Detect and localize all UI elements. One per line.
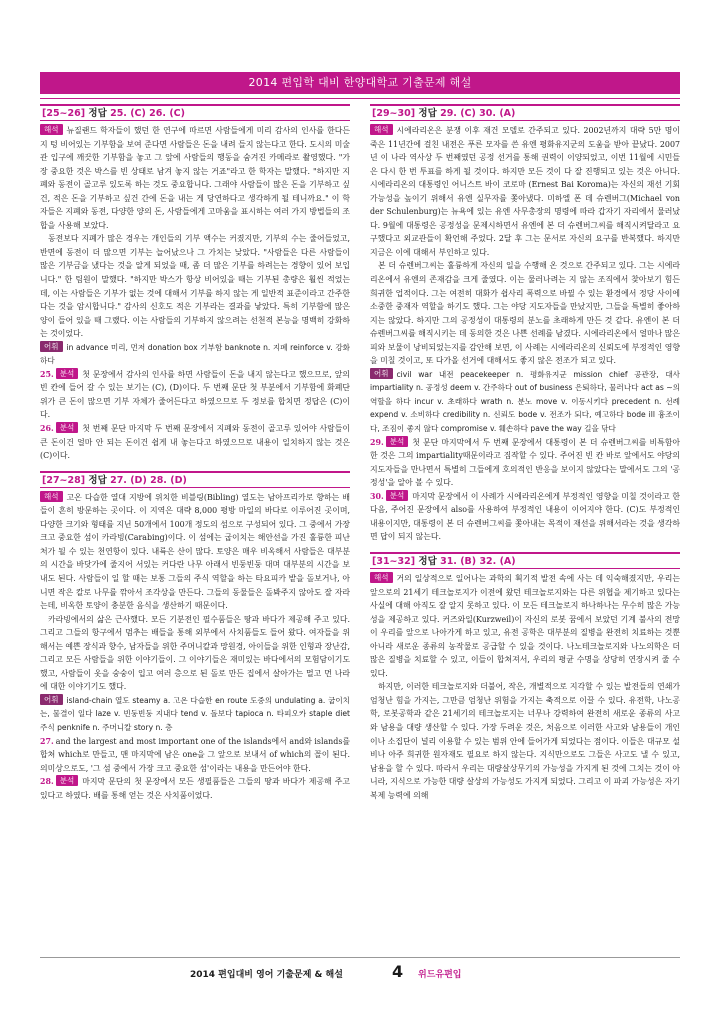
translation-tag: 해석 [370,124,393,135]
explanation-tag: 분석 [386,436,409,447]
explanation-29 [370,436,680,490]
section-heading-25-26 [40,104,350,121]
explanation-30 [370,490,680,544]
header-title: 2014 편입학 대비 한양대학교 기출문제 해설 [248,76,472,89]
vocabulary-paragraph [40,694,350,735]
publisher-name: 위드유편입 [418,970,462,980]
explanation-26 [40,422,350,463]
question-number: 29. [370,437,384,447]
vocabulary-tag: 어휘 [40,694,63,705]
translation-text: 고온 다습한 열대 지방에 위치한 비블링(Bibling) 열도는 남아프리카로 향하는 배들이 흔히 방문하는 곳이다. 이 지역은 대략 8,000 평방 마일의 바다로 이루어진 곳이며, 다양한 크기와 형태를 지닌 50개에서 100개 정도의 섬으로 구성되어 있다. 그 중에서 가장 크고 중요한 섬이 카라빙(Carabing)이다. 이 섬에는 굽이치는 해안선을 가진 훌륭한 피난처가 될 수 있는 천연항이 있다. 내륙은 산이 많다. 토양은 매우 비옥해서 사람들은 대부분의 시간을 바닷가에 줄지어 서있는 커다란 나무 아래서 빈둥빈둥 대며 대부분의 시간을 보내도 된다. 사람들이 일 할 때는 보통 그들의 주식 역할을 하는 타요피카 밭을 돌보거나, 아니면 작은 칼로 나무를 깎아서 조각상을 만든다. 그들의 동물들은 돌봐주지 않아도 잘 자라는데, 비옥한 토양이 충분한 음식을 생산하기 때문이다. [40,492,350,611]
explanation-28 [40,775,350,802]
page-number: 4 [392,962,404,981]
footer-divider [40,957,680,958]
translation-paragraph [40,124,350,232]
header-divider [40,98,680,99]
vocabulary-paragraph [40,341,350,368]
translation-tag: 해석 [40,491,63,502]
explanation-text: 마지막 문단의 첫 문장에서 모든 생필품들은 그들의 땅과 바다가 제공해 주고 있다고 하였다. 배를 통해 얻는 것은 사치품이었다. [40,777,350,800]
translation-paragraph-2: 카라빙에서의 삶은 근사했다. 모든 기분전인 필수품들은 땅과 바다가 제공해 주고 있다. 그리고 그들의 항구에서 멈추는 배들을 통해 외부에서 사치품들도 들어 왔다. 여자들을 위해서는 예쁜 장식과 향수, 남자들을 위한 주머니칼과 망원경, 아이들을 위한 인형과 장난감, 그리고 모든 사람들을 위한 이야기들이. 그 이야기들은 재미있는 바다에서의 모험담이기도 했고, 사람들이 옷을 숭숭이 입고 여러 층으로 된 돌로 만든 집에서 살아가는 멀고 먼 나라에 대한 이야기기도 했다. [40,614,350,692]
answer-text: 27. (D) 28. (D) [110,474,187,486]
explanation-tag: 분석 [56,368,79,379]
vocabulary-tag: 어휘 [40,341,63,352]
translation-paragraph-2: 하지만, 이러한 테크놀로지와 더불어, 작은, 개별적으로 지각할 수 있는 발전들의 연쇄가 엄청난 힘을 가지는, 그만큼 엄청난 위험을 가지는 축적으로 이끌 수 있다. 유전학, 나노공학, 로봇공학과 같은 21세기의 테크놀로지는 너무나 강력하여 완전히 새로운 종류의 사고와 남용을 대량 생산할 수 있다. 가장 두려운 것은, 처음으로 이러한 사고와 남용들이 개인이나 소집단이 널리 이용할 수 있는 범위 안에 들어가게 되었다는 점이다. 이들은 대규모 설비나 아주 희귀한 원자재도 필요로 하지 않는다. 지식만으로도 그들은 사고도 낼 수 있고, 남용을 할 수 있다. 따라서 우리는 대량살상무기의 가능성을 가지게 된 것에 그치는 것이 아니라, 지식으로 가능한 대량 살상의 가능성도 가지게 되었다. 그리고 이 파괴 가능성은 자기 복제 능력에 의해 [370,682,680,800]
translation-paragraph [370,572,680,680]
question-number: 27. [40,736,54,746]
translation-paragraph-2: 동전보다 지폐가 많은 경우는 개인들의 기부 액수는 커졌지만, 기부의 수는 줄어들었고, 반면에 동전이 더 많으면 기부는 늘어났으나 그 가치는 낮았다. "사람들은 다른 사람들이 많은 기부금을 냈다는 것을 알게 되었을 때, 좀 더 많은 기부를 하려는는 경향이 있어 보입니다." 한 팀원이 말했다. "하지만 박스가 항상 비어있을 때는 기부된 총량은 훨씬 적었는데, 이는 사람들은 기부가 없는 것에 대해서 기부를 하지 않는 게 일반적 표준이라고 간주한다는 것을 암시합니다." 감사의 신호도 적은 기부라는 결과를 낳았다. 특히 기부함에 많은 양이 들어 있을 때 그랬다. 이는 사람들의 기부하지 않으려는 선천적 본능을 명백히 강화하는 것이었다. [40,234,350,339]
section-heading-31-32 [370,552,680,569]
translation-paragraph [40,491,350,613]
section-heading-27-28 [40,471,350,488]
answer-text: 29. (C) 30. (A) [440,108,516,119]
explanation-27 [40,735,350,776]
section-heading-29-30 [370,104,680,121]
vocabulary-paragraph [370,368,680,436]
explanation-25 [40,368,350,422]
section-number: [27~28] [42,474,86,486]
explanation-text: 첫 문단 마지막에서 두 번째 문장에서 대통령이 본 더 슈렌버그씨를 비특함아 한 것은 그의 impartiality때문이라고 짐작할 수 있다. 주어진 빈 칸 바로 앞에서도 야당의 지도자들을 만나면서 특별히 그들에게 호의적인 반응을 보이지 않았다는 말에서도 그의 '공정성'을 알아 볼 수 있다. [370,437,680,488]
answer-text: 31. (B) 32. (A) [440,555,516,567]
footer-title: 2014 편입대비 영어 기출문제 & 해설 [190,970,343,980]
explanation-text: 첫 문장에서 감사의 인사를 하면 사람들이 돈을 내지 않는다고 했으므로, 앞의 빈 칸에 들어 갈 수 있는 보기는 (C), (D)이다. 두 번째 문단 첫 부분에서 기부함에 화폐단위가 큰 돈이 많으면 기부 자체가 줄어든다고 하였으므로 두 정보를 합치면 정답은 (C)이다. [40,369,350,420]
section-number: [25~26] [42,108,86,119]
explanation-tag: 분석 [56,422,79,433]
translation-text: 뉴질랜드 학자들이 했던 한 연구에 따르면 사람들에게 미리 감사의 인사를 한다든지 텅 비어있는 기부함을 보여 준다면 사람들은 돈을 내려 들지 않는다고 한다. 도시의 미술관 입구에 깨끗한 기부함을 놓고 그 앞에 사람들의 행동을 숨겨진 카메라로 촬영했다. "가장 중요한 것은 박스를 빈 상태로 남겨 놓지 않는 거죠"라고 한 학자는 말했다. "하지만 지폐와 동전이 골고루 있도록 하는 것도 중요합니다. 그래야 사람들이 많은 돈을 기부하고 싶건, 적은 돈을 기부하고 싶건 간에 돈을 내는 게 당연하다고 생각하게 될 테니까요." 이 학자들은 지폐와 동전, 다양한 양의 돈, 사람들에게 고마움을 표시하는 여러 가지 방법들의 조합을 사용해 보았다. [40,126,350,230]
question-number: 30. [370,491,384,501]
explanation-tag: 분석 [386,490,409,501]
vocabulary-text: island-chain 열도 steamy a. 고온 다습한 en route 도중의 undulating a. 굽이치는, 물결이 일다 laze v. 빈둥빈둥 지내다 tend v. 돌보다 tapioca n. 타피오카 staple diet 주식 penknife n. 주머니칼 story n. 층 [40,695,350,732]
section-number: [29~30] [372,108,416,119]
page-footer [40,962,680,984]
question-number: 26. [40,424,54,434]
answer-label: 정답 [418,555,437,567]
answer-label: 정답 [88,108,107,119]
explanation-text: and the largest and most important one of the islands에서 and와 islands를 합쳐 which로 만들고, 맨 마지막에 남은 one을 그 앞으로 보내서 of which의 꼴이 된다. 의미상으로도, '그 섬 중에서 가장 크고 중요한 섬'이라는 내용을 만든어야 한다. [40,736,350,773]
right-column [370,104,680,802]
translation-tag: 해석 [40,124,63,135]
left-column [40,104,350,802]
question-number: 25. [40,369,54,379]
translation-paragraph [370,124,680,259]
explanation-tag: 분석 [56,775,79,786]
answer-text: 25. (C) 26. (C) [110,108,185,119]
answer-label: 정답 [88,474,107,486]
translation-text: 시에라리온은 분쟁 이후 재건 모델로 간주되고 있다. 2002년까지 대략 5만 명이 죽은 11년간에 걸친 내전은 푸른 모자를 쓴 유엔 평화유지군의 도움을 받아 끝났다. 2007년 이 나라 역사상 두 번째였던 공정 선거를 통해 권력이 이양되었고, 이번 11월에 시민들은 다시 한 번 투표를 하게 될 것이다. 하지만 모든 것이 다 잘 진행되고 있는 것은 아니다. 시에라리온의 대통령인 어니스트 바이 코로마 (Ernest Bai Koroma)는 자신의 재선 기회 가능성을 높이기 위해서 유엔 실무자를 쫓아냈다. 미하엘 폰 데 슈렌버그(Michael von der Schulenburg)는 뉴욕에 있는 유엔 사무총장의 명령에 따라 갑자기 자리에서 물러났다. 9월에 대통령은 공정성을 문제시하면서 유엔에 본 더 슈렌버그씨를 해직시켜달라고 요구했다고 외교관들이 확언해 주었다. 2달 후 그는 문서로 자신의 요구를 반복했다. 하지만 지금은 이에 대해서 부인하고 있다. [370,126,680,257]
vocabulary-text: civil war 내전 peacekeeper n. 평화유지군 mission chief 공관장, 대사 impartiality n. 공정성 deem v. 간주하다 out of business 은퇴하다, 물러나다 act as ~의 역할을 하다 incur v. 초래하다 wrath n. 분노 move v. 이동시키다 precedent n. 선례 expend v. 소비하다 credibility n. 신뢰도 bode v. 전조가 되다, 예고하다 bode ill 흉조이다, 조짐이 좋지 않다 compromise v. 훼손하다 pave the way 길을 닦다 [370,369,680,434]
translation-text: 거의 일상적으로 일어나는 과학의 획기적 발전 속에 사는 데 익숙해졌지만, 우리는 앞으로의 21세기 테크놀로지가 이전에 왔던 테크놀로지와는 다른 위협을 제기하고 있다는 사실에 대해 아직도 잘 알지 못하고 있다. 이 모든 테크놀로지 하나하나는 무수히 많은 가능성을 제공하고 있다. 커즈와일(Kurzweil)이 자신의 로봇 꿈에서 보았던 기계 불사의 전망이 우리를 앞으로 나아가게 하고 있고, 유전 공학은 대부분의 질병을 완전히 치료하는 것뿐 아니라 새로운 종류의 농작물로 공급할 수 있을 것이다. 나노테크놀로지와 나노의학은 더 많은 질병을 치료할 수 있고, 이들이 합쳐져서, 우리의 평균 수명을 상당히 연장시켜 줄 수 있다. [370,573,680,678]
question-number: 28. [40,777,54,787]
vocabulary-text: in advance 미리, 먼저 donation box 기부함 banknote n. 지폐 reinforce v. 강화하다 [40,342,350,366]
explanation-text: 첫 번째 문단 마지막 두 번째 문장에서 지폐와 동전이 골고루 있어야 사람들이 큰 돈이건 얼마 안 되는 돈이건 쉽게 내 놓는다고 하였으므로 내용이 일치하지 않는 것은 (C)이다. [40,424,350,461]
translation-tag: 해석 [370,572,393,583]
section-number: [31~32] [372,555,416,567]
translation-paragraph-2: 본 더 슈렌버그씨는 훌륭하게 자신의 일을 수행해 온 것으로 간주되고 있다. 그는 시에라리온에서 유엔의 존재감을 크게 줄였다. 이는 물러나려는 지 않는 조직에서 찾아보기 힘든 희귀한 업적이다. 그는 여전히 대화가 쉽사리 폭력으로 바뀔 수 있는 환경에서 정당 사이에 소중한 중재자 역할을 하기도 했다. 그는 야당 지도자들을 만났지만, 그들을 특별히 좋아하지는 않았다. 하지만 그의 공정성이 대통령의 분노를 초래하게 만든 것 같다. 유엔이 본 더 슈렌버그씨를 해직시키는 데 동의한 것은 나쁜 선례를 남겼다. 시에라리온에서 얼마나 많은 피와 보물이 낭비되었는지를 감안해 보면, 이 사례는 시에라리온의 신뢰도에 부정적인 영향을 미칠 것이고, 또 다가올 선거에 대해서도 좋지 않은 전조가 되고 있다. [370,261,680,366]
page-header-banner [40,72,680,94]
vocabulary-tag: 어휘 [370,368,393,379]
explanation-text: 마지막 문장에서 이 사례가 시에라리온에게 부정적인 영향을 미칠 것이라고 한 다음, 주어진 문장에서 also를 사용하여 부정적인 내용이 이어지야 한다. (C)도 부정적인 내용이지만, 대통령이 본 더 슈렌버그씨를 쫓아내는 목적이 재선을 위해서라는 것을 생각하면 답이 되지 않는다. [370,491,680,542]
answer-label: 정답 [418,108,437,119]
